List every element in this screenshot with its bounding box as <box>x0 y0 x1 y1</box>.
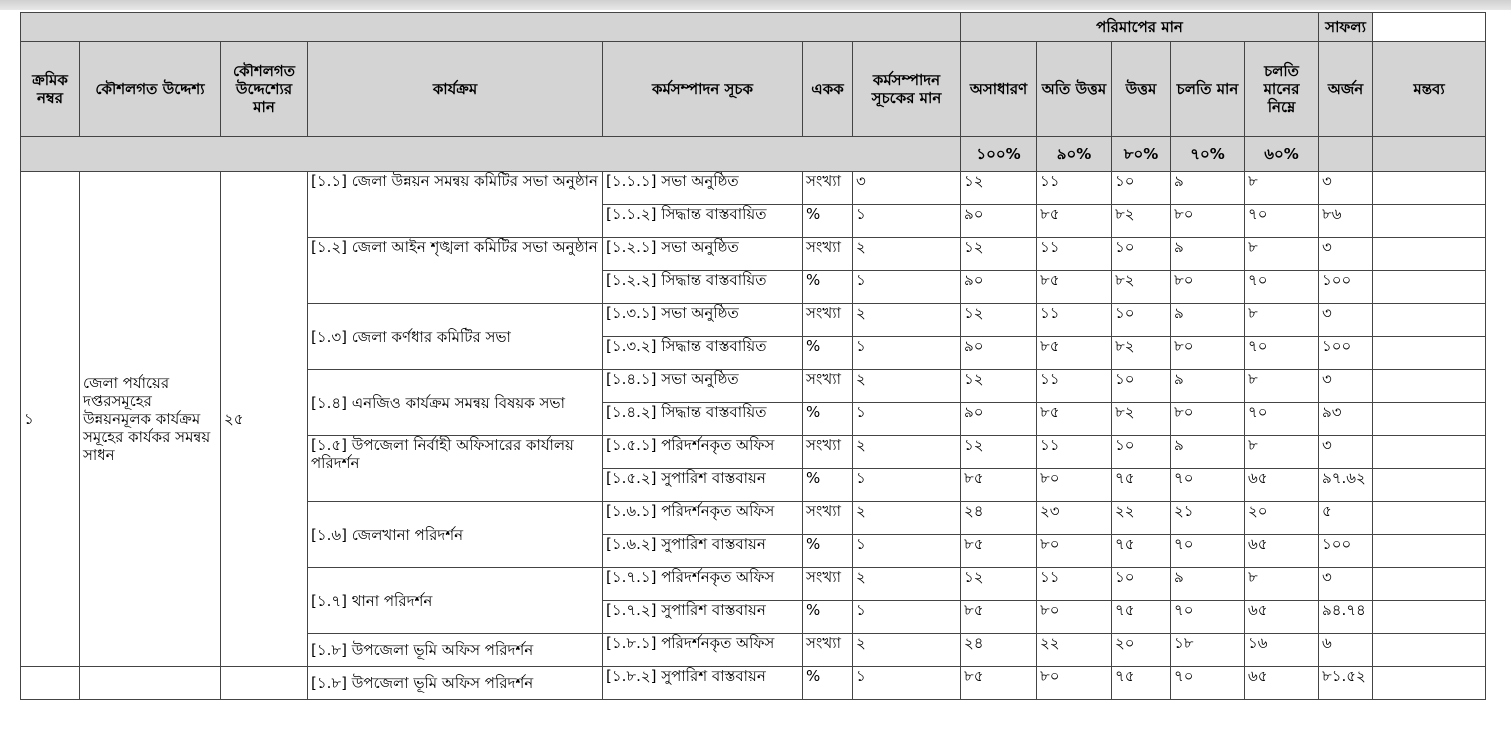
target-cell: ৭০ <box>1245 205 1319 238</box>
objective-value-cell: ২৫ <box>221 172 308 667</box>
target-cell: ৭৫ <box>1112 535 1171 568</box>
gap <box>1486 271 1491 304</box>
target-cell: ২০ <box>1245 502 1319 535</box>
target-cell: ৮০ <box>1037 667 1112 700</box>
target-cell: ২১ <box>1171 502 1245 535</box>
target-cell: ১০ <box>1112 568 1171 601</box>
target-cell: ৮৫ <box>961 535 1037 568</box>
indicator-value-cell: ২ <box>853 502 961 535</box>
remarks-cell <box>1373 172 1486 205</box>
serial-cell: ১ <box>21 172 80 667</box>
indicator-cell: [১.৩.১] সভা অনুষ্ঠিত <box>603 304 803 337</box>
col-remarks: মন্তব্য <box>1373 42 1486 137</box>
target-cell: ৯০ <box>961 337 1037 370</box>
gap <box>1486 535 1491 568</box>
target-cell: ৮৫ <box>1037 337 1112 370</box>
achievement-cell: ১০০ <box>1319 271 1373 304</box>
header-blank <box>21 13 961 42</box>
remarks-cell <box>1373 205 1486 238</box>
indicator-value-cell: ৩ <box>853 172 961 205</box>
target-cell: ৮ <box>1245 568 1319 601</box>
unit-cell: % <box>803 337 853 370</box>
indicator-value-cell: ২ <box>853 436 961 469</box>
indicator-cell: [১.৮.২] সুপারিশ বাস্তবায়ন <box>603 667 803 700</box>
objective-cell <box>80 667 221 700</box>
activity-cell: [১.৭] থানা পরিদর্শন <box>308 568 603 634</box>
gap <box>1486 337 1491 370</box>
gap <box>1486 601 1491 634</box>
target-cell: ১০ <box>1112 238 1171 271</box>
target-cell: ৮ <box>1245 304 1319 337</box>
gap <box>1486 502 1491 535</box>
target-cell: ৮ <box>1245 238 1319 271</box>
unit-cell: % <box>803 667 853 700</box>
indicator-cell: [১.৩.২] সিদ্ধান্ত বাস্তবায়িত <box>603 337 803 370</box>
target-cell: ১২ <box>961 436 1037 469</box>
target-cell: ১৮ <box>1171 634 1245 667</box>
unit-cell: % <box>803 601 853 634</box>
col-good: উত্তম <box>1112 42 1171 137</box>
unit-cell: % <box>803 205 853 238</box>
indicator-cell: [১.৬.১] পরিদর্শনকৃত অফিস <box>603 502 803 535</box>
table-row <box>21 172 1491 205</box>
target-cell: ২২ <box>1037 634 1112 667</box>
target-cell: ৮০ <box>1171 271 1245 304</box>
pct-achievement-blank <box>1319 137 1373 172</box>
target-cell: ৮ <box>1245 172 1319 205</box>
serial-cell <box>21 667 80 700</box>
target-cell: ৮০ <box>1171 337 1245 370</box>
remarks-cell <box>1373 535 1486 568</box>
target-cell: ৮৫ <box>961 601 1037 634</box>
indicator-value-cell: ১ <box>853 337 961 370</box>
target-cell: ১১ <box>1037 172 1112 205</box>
gap <box>1486 238 1491 271</box>
unit-cell: সংখ্যা <box>803 568 853 601</box>
gap <box>1486 403 1491 436</box>
unit-cell: % <box>803 271 853 304</box>
target-cell: ৯০ <box>961 205 1037 238</box>
target-cell: ৮২ <box>1112 271 1171 304</box>
gap <box>1486 667 1491 700</box>
achievement-cell: ৩ <box>1319 238 1373 271</box>
remarks-cell <box>1373 469 1486 502</box>
unit-cell: সংখ্যা <box>803 370 853 403</box>
gap <box>1486 304 1491 337</box>
pct-excellent: ১০০% <box>961 137 1037 172</box>
target-cell: ১১ <box>1037 238 1112 271</box>
achievement-cell: ৩ <box>1319 436 1373 469</box>
gap <box>1486 436 1491 469</box>
target-cell: ৭০ <box>1171 601 1245 634</box>
indicator-value-cell: ২ <box>853 568 961 601</box>
indicator-cell: [১.৪.১] সভা অনুষ্ঠিত <box>603 370 803 403</box>
target-cell: ৮২ <box>1112 403 1171 436</box>
indicator-cell: [১.১.১] সভা অনুষ্ঠিত <box>603 172 803 205</box>
target-cell: ৮৫ <box>1037 205 1112 238</box>
indicator-value-cell: ২ <box>853 370 961 403</box>
success-group-header: সাফল্য <box>1319 13 1373 42</box>
activity-cell: [১.৮] উপজেলা ভূমি অফিস পরিদর্শন <box>308 667 603 700</box>
col-objective: কৌশলগত উদ্দেশ্য <box>80 42 221 137</box>
unit-cell: % <box>803 403 853 436</box>
target-cell: ১১ <box>1037 568 1112 601</box>
target-cell: ২০ <box>1112 634 1171 667</box>
target-cell: ১০ <box>1112 172 1171 205</box>
activity-cell: [১.২] জেলা আইন শৃঙ্খলা কমিটির সভা অনুষ্ঠান <box>308 238 603 304</box>
indicator-cell: [১.২.২] সিদ্ধান্ত বাস্তবায়িত <box>603 271 803 304</box>
target-cell: ৮০ <box>1171 403 1245 436</box>
remarks-cell <box>1373 502 1486 535</box>
activity-cell: [১.৩] জেলা কর্ণধার কমিটির সভা <box>308 304 603 370</box>
activity-cell: [১.১] জেলা উন্নয়ন সমন্বয় কমিটির সভা অনুষ্ঠান <box>308 172 603 238</box>
target-cell: ৯ <box>1171 568 1245 601</box>
target-cell: ৮২ <box>1112 337 1171 370</box>
target-cell: ১১ <box>1037 436 1112 469</box>
pct-current: ৭০% <box>1171 137 1245 172</box>
gap <box>1486 469 1491 502</box>
target-cell: ৭০ <box>1171 535 1245 568</box>
remarks-cell <box>1373 238 1486 271</box>
target-cell: ৮০ <box>1037 469 1112 502</box>
indicator-cell: [১.৫.১] পরিদর্শনকৃত অফিস <box>603 436 803 469</box>
target-cell: ২৪ <box>961 634 1037 667</box>
gap <box>1486 205 1491 238</box>
col-achievement: অর্জন <box>1319 42 1373 137</box>
col-very-good: অতি উত্তম <box>1037 42 1112 137</box>
target-cell: ১০ <box>1112 436 1171 469</box>
col-objective-value: কৌশলগত উদ্দেশ্যের মান <box>221 42 308 137</box>
indicator-cell: [১.২.১] সভা অনুষ্ঠিত <box>603 238 803 271</box>
col-current: চলতি মান <box>1171 42 1245 137</box>
remarks-cell <box>1373 271 1486 304</box>
pct-good: ৮০% <box>1112 137 1171 172</box>
objective-value-cell <box>221 667 308 700</box>
remarks-cell <box>1373 634 1486 667</box>
achievement-cell: ১০০ <box>1319 535 1373 568</box>
achievement-cell: ৮১.৫২ <box>1319 667 1373 700</box>
achievement-cell: ৮৬ <box>1319 205 1373 238</box>
target-cell: ১২ <box>961 370 1037 403</box>
activity-cell: [১.৪] এনজিও কার্যক্রম সমন্বয় বিষয়ক সভা <box>308 370 603 436</box>
achievement-cell: ৯৪.৭৪ <box>1319 601 1373 634</box>
target-cell: ৬৫ <box>1245 667 1319 700</box>
unit-cell: সংখ্যা <box>803 436 853 469</box>
target-cell: ১০ <box>1112 304 1171 337</box>
gap <box>1486 137 1491 172</box>
target-cell: ৭৫ <box>1112 469 1171 502</box>
target-cell: ৮০ <box>1171 205 1245 238</box>
target-cell: ৭০ <box>1245 271 1319 304</box>
header-empty <box>1373 13 1486 42</box>
indicator-value-cell: ১ <box>853 205 961 238</box>
target-cell: ৮৫ <box>961 469 1037 502</box>
pct-blank <box>21 137 961 172</box>
achievement-cell: ৩ <box>1319 568 1373 601</box>
remarks-cell <box>1373 370 1486 403</box>
unit-cell: % <box>803 469 853 502</box>
gap <box>1486 370 1491 403</box>
apa-table <box>20 12 1491 700</box>
unit-cell: সংখ্যা <box>803 634 853 667</box>
remarks-cell <box>1373 304 1486 337</box>
target-cell: ৮৫ <box>1037 271 1112 304</box>
target-cell: ৯ <box>1171 172 1245 205</box>
indicator-cell: [১.৭.২] সুপারিশ বাস্তবায়ন <box>603 601 803 634</box>
target-cell: ১২ <box>961 304 1037 337</box>
achievement-cell: ৩ <box>1319 304 1373 337</box>
gap <box>1486 172 1491 205</box>
indicator-cell: [১.৭.১] পরিদর্শনকৃত অফিস <box>603 568 803 601</box>
target-cell: ৭০ <box>1245 403 1319 436</box>
col-indicator: কর্মসম্পাদন সূচক <box>603 42 803 137</box>
target-cell: ১৬ <box>1245 634 1319 667</box>
remarks-cell <box>1373 337 1486 370</box>
remarks-cell <box>1373 568 1486 601</box>
target-cell: ৮০ <box>1037 601 1112 634</box>
remarks-cell <box>1373 436 1486 469</box>
achievement-cell: ৩ <box>1319 370 1373 403</box>
target-cell: ২৪ <box>961 502 1037 535</box>
target-cell: ৯০ <box>961 403 1037 436</box>
achievement-cell: ৯৩ <box>1319 403 1373 436</box>
achievement-cell: ৬ <box>1319 634 1373 667</box>
indicator-cell: [১.৫.২] সুপারিশ বাস্তবায়ন <box>603 469 803 502</box>
unit-cell: সংখ্যা <box>803 304 853 337</box>
target-cell: ৭০ <box>1171 469 1245 502</box>
objective-cell: জেলা পর্যায়ের দপ্তরসমূহের উন্নয়নমূলক কার্যক্রম সমূহের কার্যকর সমন্বয় সাধন <box>80 172 221 667</box>
target-cell: ৯০ <box>961 271 1037 304</box>
target-cell: ৭০ <box>1245 337 1319 370</box>
viewer-top-edge <box>0 0 1511 10</box>
gap <box>1486 42 1491 137</box>
target-cell: ৬৫ <box>1245 469 1319 502</box>
activity-cell: [১.৬] জেলখানা পরিদর্শন <box>308 502 603 568</box>
pct-very-good: ৯০% <box>1037 137 1112 172</box>
pct-below: ৬০% <box>1245 137 1319 172</box>
target-cell: ৯ <box>1171 238 1245 271</box>
pct-remarks-blank <box>1373 137 1486 172</box>
remarks-cell <box>1373 403 1486 436</box>
indicator-value-cell: ১ <box>853 271 961 304</box>
target-cell: ৯ <box>1171 304 1245 337</box>
target-cell: ১২ <box>961 238 1037 271</box>
target-cell: ৭৫ <box>1112 667 1171 700</box>
target-cell: ৭০ <box>1171 667 1245 700</box>
col-indicator-value: কর্মসম্পাদন সূচকের মান <box>853 42 961 137</box>
target-cell: ১১ <box>1037 370 1112 403</box>
col-unit: একক <box>803 42 853 137</box>
target-cell: ৮ <box>1245 436 1319 469</box>
target-cell: ১১ <box>1037 304 1112 337</box>
gap <box>1486 568 1491 601</box>
target-cell: ৮০ <box>1037 535 1112 568</box>
col-activity: কার্যক্রম <box>308 42 603 137</box>
indicator-cell: [১.৮.১] পরিদর্শনকৃত অফিস <box>603 634 803 667</box>
measure-group-header: পরিমাপের মান <box>961 13 1319 42</box>
remarks-cell <box>1373 667 1486 700</box>
target-cell: ৮২ <box>1112 205 1171 238</box>
target-cell: ১২ <box>961 568 1037 601</box>
indicator-value-cell: ১ <box>853 601 961 634</box>
target-cell: ৬৫ <box>1245 601 1319 634</box>
col-serial: ক্রমিক নম্বর <box>21 42 80 137</box>
target-cell: ৯ <box>1171 436 1245 469</box>
indicator-cell: [১.১.২] সিদ্ধান্ত বাস্তবায়িত <box>603 205 803 238</box>
header-row-percent <box>21 137 1491 172</box>
remarks-cell <box>1373 601 1486 634</box>
target-cell: ২৩ <box>1037 502 1112 535</box>
header-row-groups <box>21 13 1491 42</box>
indicator-value-cell: ২ <box>853 304 961 337</box>
indicator-cell: [১.৪.২] সিদ্ধান্ত বাস্তবায়িত <box>603 403 803 436</box>
indicator-cell: [১.৬.২] সুপারিশ বাস্তবায়ন <box>603 535 803 568</box>
indicator-value-cell: ২ <box>853 634 961 667</box>
col-below-current: চলতি মানের নিম্নে <box>1245 42 1319 137</box>
target-cell: ৮৫ <box>1037 403 1112 436</box>
target-cell: ১০ <box>1112 370 1171 403</box>
gap <box>1486 634 1491 667</box>
unit-cell: % <box>803 535 853 568</box>
achievement-cell: ৫ <box>1319 502 1373 535</box>
table-row <box>21 667 1491 700</box>
unit-cell: সংখ্যা <box>803 502 853 535</box>
activity-cell: [১.৫] উপজেলা নির্বাহী অফিসারের কার্যালয় পরিদর্শন <box>308 436 603 502</box>
target-cell: ৭৫ <box>1112 601 1171 634</box>
indicator-value-cell: ১ <box>853 535 961 568</box>
col-excellent: অসাধারণ <box>961 42 1037 137</box>
indicator-value-cell: ১ <box>853 667 961 700</box>
target-cell: ৯ <box>1171 370 1245 403</box>
target-cell: ১২ <box>961 172 1037 205</box>
activity-cell: [১.৮] উপজেলা ভূমি অফিস পরিদর্শন <box>308 634 603 667</box>
indicator-value-cell: ১ <box>853 469 961 502</box>
header-row-columns <box>21 42 1491 137</box>
target-cell: ৮৫ <box>961 667 1037 700</box>
indicator-value-cell: ২ <box>853 238 961 271</box>
target-cell: ২২ <box>1112 502 1171 535</box>
unit-cell: সংখ্যা <box>803 172 853 205</box>
target-cell: ৬৫ <box>1245 535 1319 568</box>
indicator-value-cell: ১ <box>853 403 961 436</box>
unit-cell: সংখ্যা <box>803 238 853 271</box>
achievement-cell: ১০০ <box>1319 337 1373 370</box>
achievement-cell: ৩ <box>1319 172 1373 205</box>
achievement-cell: ৯৭.৬২ <box>1319 469 1373 502</box>
gap <box>1486 13 1491 42</box>
target-cell: ৮ <box>1245 370 1319 403</box>
